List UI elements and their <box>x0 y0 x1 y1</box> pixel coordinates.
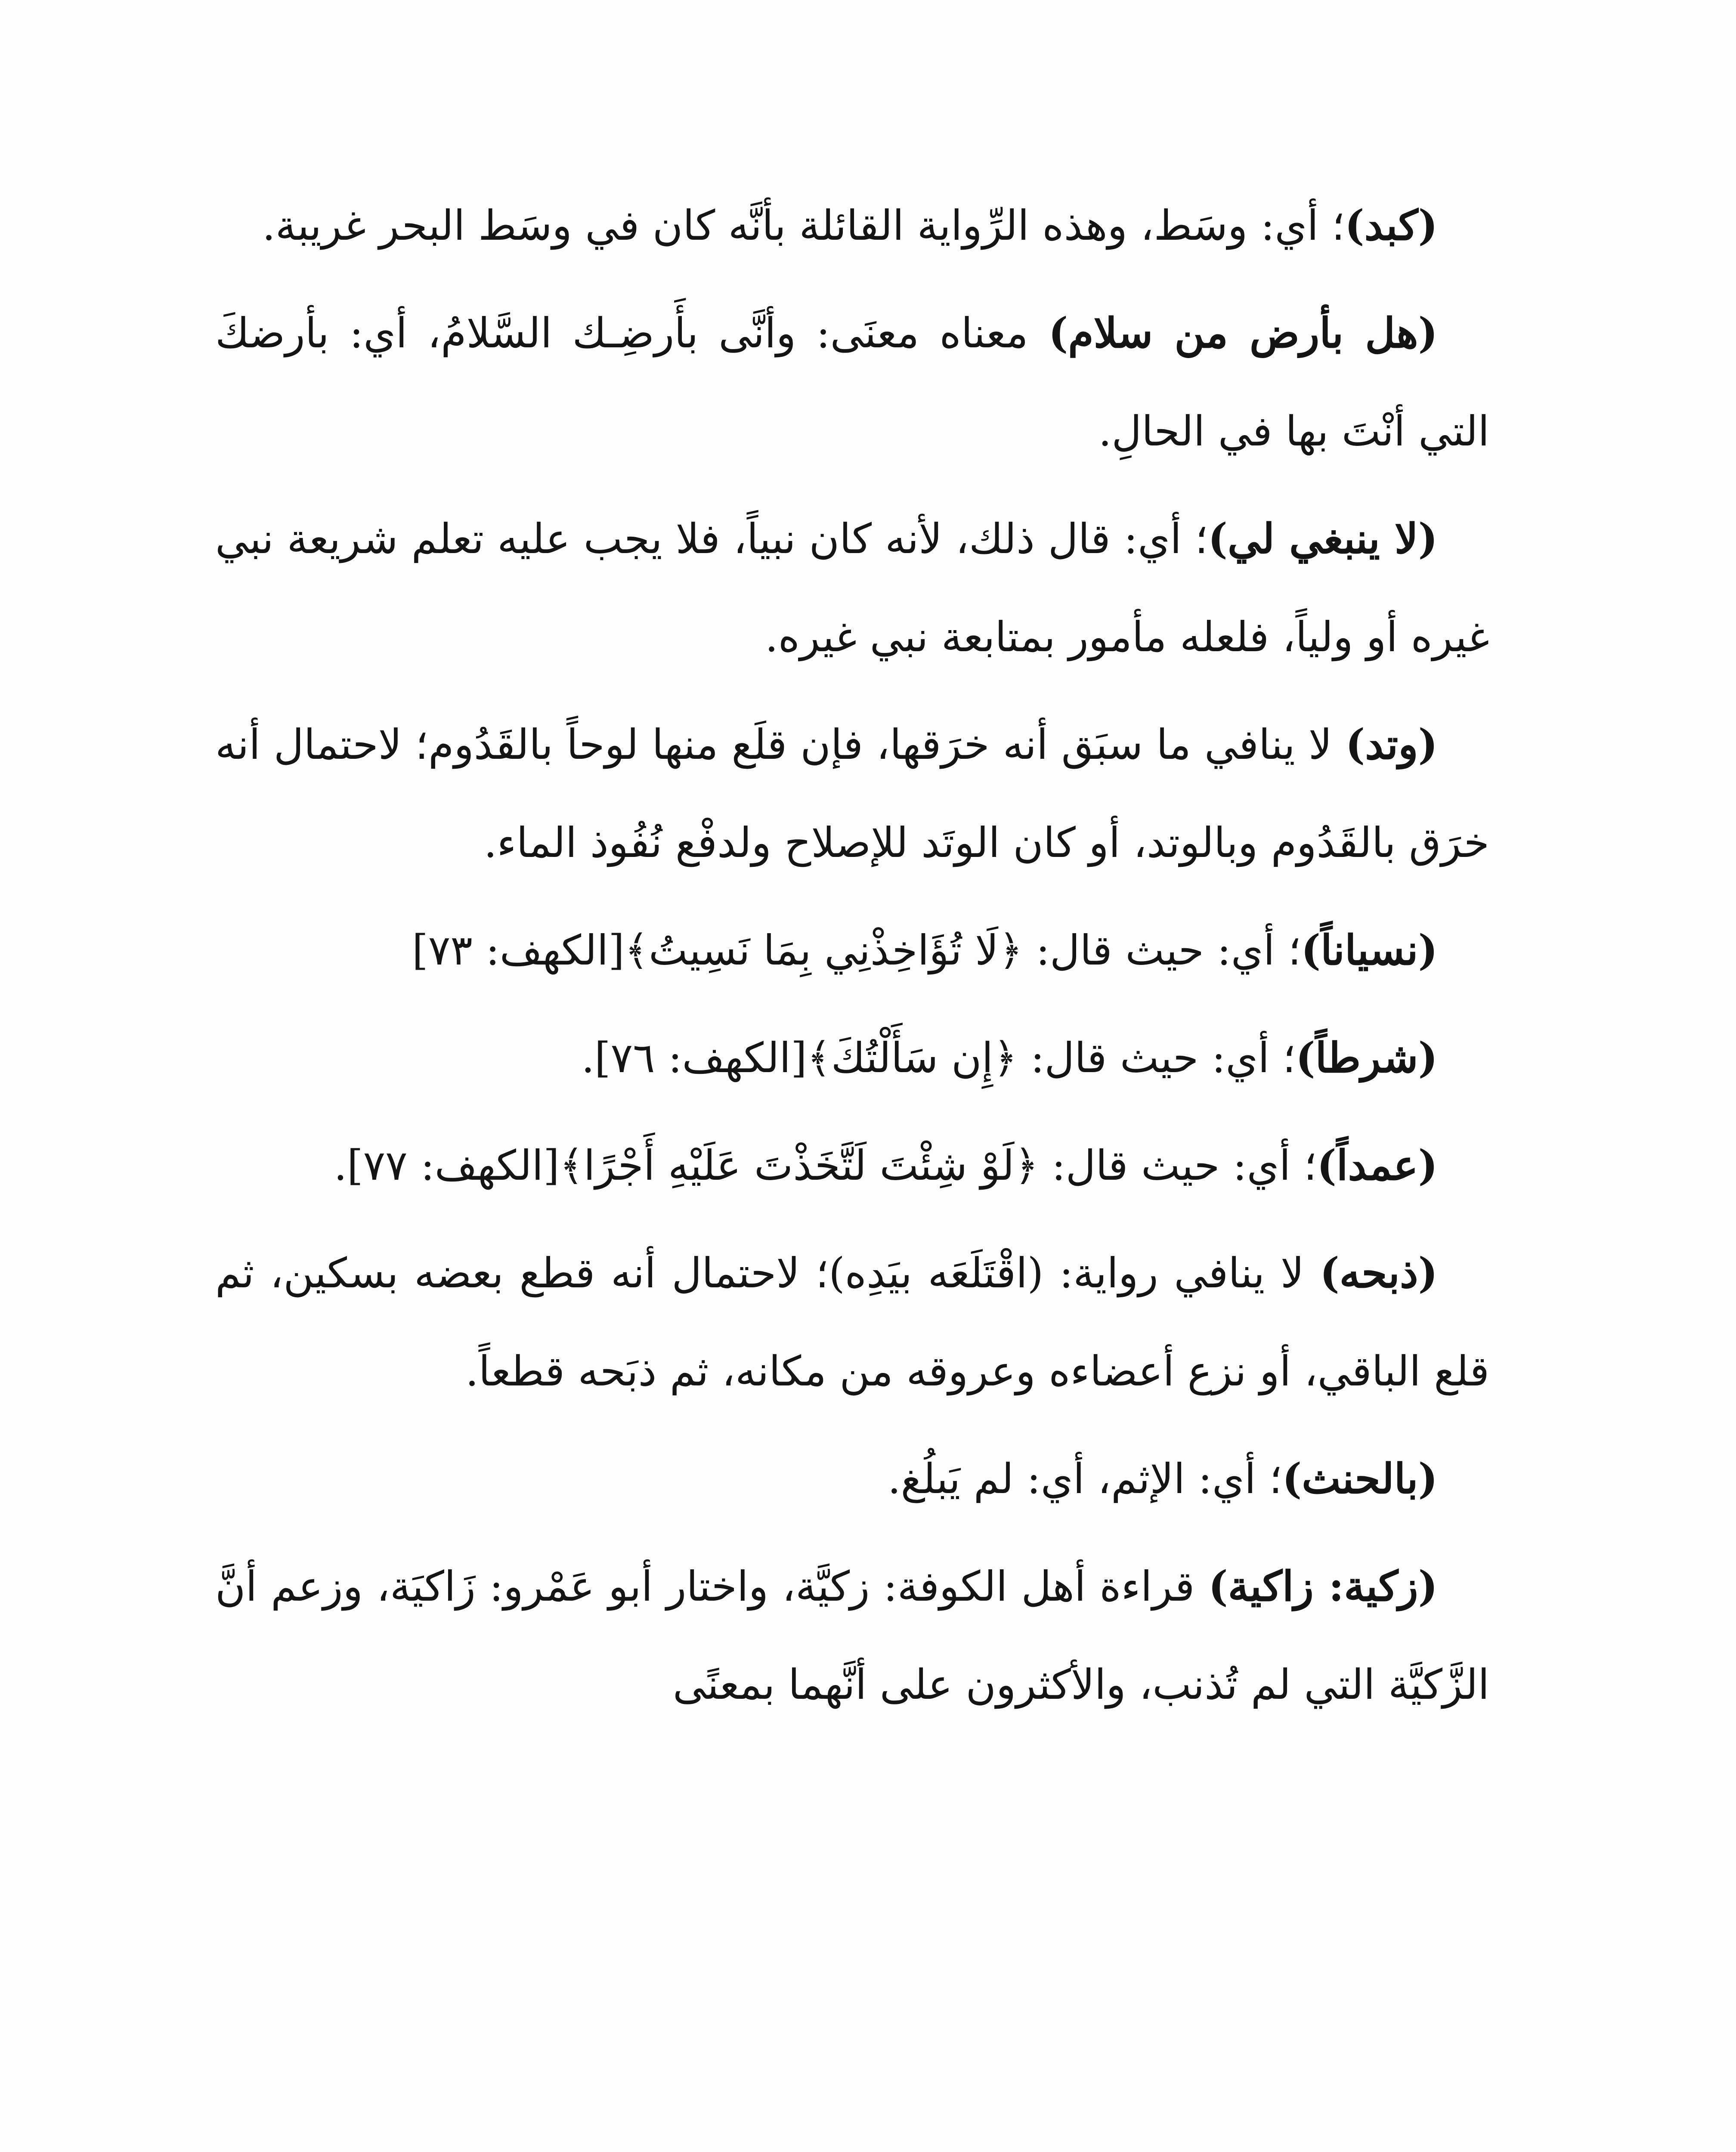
paragraph-hinth <box>215 1430 1489 1528</box>
headword: (وتد) <box>1345 720 1438 769</box>
paragraph-kabad <box>215 176 1489 275</box>
commentary-text <box>215 176 1489 1743</box>
paragraph-body: ؛ أي: وسَط، وهذه الرِّواية القائلة بأنَّه كان في وسَط البحر غريبة. <box>262 201 1345 250</box>
paragraph-la-yanbaghi <box>215 490 1489 686</box>
headword: (لا ينبغي لي) <box>1208 514 1438 563</box>
paragraph-body: معناه معنَى: وأنَّى بأَرضِـك السَّلامُ، أي: بأرضكَ التي أنْتَ بها في الحالِ. <box>215 309 1489 455</box>
paragraph-body: ؛ أي: حيث قال: ﴿لَوْ شِئْتَ لَتَّخَذْتَ عَلَيْهِ أَجْرًا﴾[الكهف: ٧٧]. <box>334 1141 1317 1190</box>
headword: (عمداً) <box>1317 1141 1438 1190</box>
paragraph-body: ؛ أي: حيث قال: ﴿لَا تُؤَاخِذْنِي بِمَا نَسِيتُ﴾[الكهف: ٧٣] <box>412 926 1301 974</box>
paragraph-salam <box>215 284 1489 480</box>
paragraph-nisyan <box>215 901 1489 999</box>
headword: (هل بأرض من سلام) <box>1048 309 1438 357</box>
headword: (بالحنث) <box>1282 1454 1438 1503</box>
headword: (كبد) <box>1345 201 1438 250</box>
paragraph-body: لا ينافي ما سبَق أنه خرَقها، فإن قلَع منها لوحاً بالقَدُوم؛ لاحتمال أنه خرَق بالقَدُوم وبالوتد، أو كان الوتَد للإصلاح ولدفْع نُفُوذ الماء. <box>215 720 1489 867</box>
paragraph-dhabh <box>215 1224 1489 1420</box>
headword: (ذبحه) <box>1320 1249 1438 1297</box>
paragraph-amd <box>215 1116 1489 1215</box>
paragraph-watad <box>215 696 1489 892</box>
paragraph-body: ؛ أي: قال ذلك، لأنه كان نبياً، فلا يجب عليه تعلم شريعة نبي غيره أو ولياً، فلعله مأمور بمتابعة نبي غيره. <box>215 515 1489 661</box>
paragraph-body: ؛ أي: حيث قال: ﴿إِن سَأَلْتُكَ﴾[الكهف: ٧٦]. <box>581 1034 1296 1082</box>
headword: (زكية: زاكية) <box>1208 1562 1438 1611</box>
paragraph-body: قراءة أهل الكوفة: زكيَّة، واختار أبو عَمْرو: زَاكيَة، وزعم أنَّ الزَّكيَّة التي لم تُذنب، والأكثرون على أنَّهما بمعنًى <box>215 1562 1489 1709</box>
paragraph-shart <box>215 1009 1489 1107</box>
headword: (نسياناً) <box>1301 926 1438 974</box>
paragraph-body: ؛ أي: الإثم، أي: لم يَبلُغ. <box>888 1455 1282 1503</box>
headword: (شرطاً) <box>1296 1033 1438 1082</box>
paragraph-body: لا ينافي رواية: (اقْتَلَعَه بيَدِه)؛ لاحتمال أنه قطع بعضه بسكين، ثم قلع الباقي، أو نزع أعضاءه وعروقه من مكانه، ثم ذبَحه قطعاً. <box>215 1249 1489 1395</box>
paragraph-zakiya <box>215 1537 1489 1734</box>
